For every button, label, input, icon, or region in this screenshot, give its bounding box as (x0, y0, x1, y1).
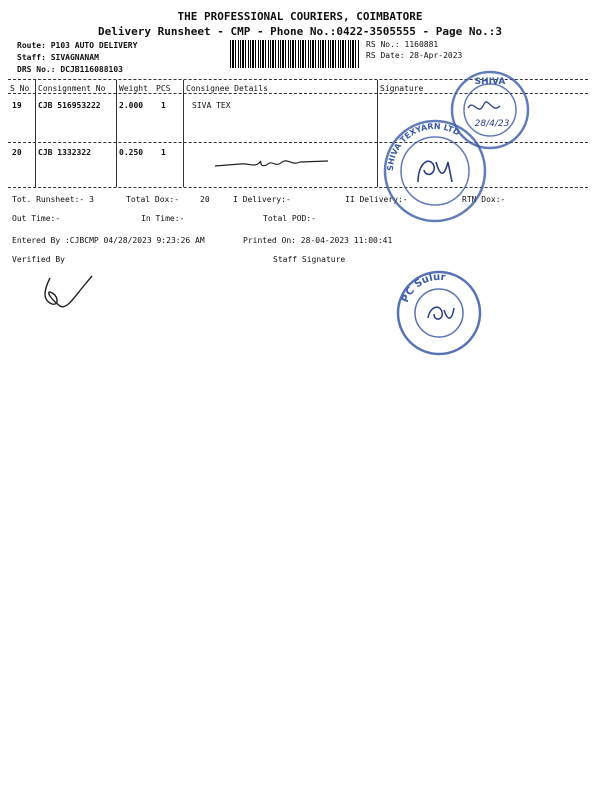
table-cell-sno: 19 (12, 101, 22, 110)
table-bottom-rule (8, 187, 588, 188)
i-delivery: I Delivery:- (233, 195, 291, 204)
col-divider (35, 80, 36, 187)
svg-text:PC Sulur (400, 272, 446, 304)
company-stamp-main (382, 118, 488, 224)
col-header-signature: Signature (380, 84, 424, 93)
in-time: In Time:- (141, 214, 185, 223)
total-dox-value: 20 (200, 195, 210, 204)
col-divider (116, 80, 117, 187)
verified-signature (38, 270, 98, 330)
table-cell-consignment: CJB 516953222 (38, 101, 101, 110)
entered-by: Entered By :CJBCMP 04/28/2023 9:23:26 AM (12, 236, 205, 245)
stamp-date: 28/4/23 (474, 119, 510, 129)
table-cell-pcs: 1 (161, 101, 166, 110)
route-text: Route: P103 AUTO DELIVERY (17, 41, 138, 50)
ii-delivery: II Delivery:- (345, 195, 408, 204)
staff-text: Staff: SIVAGNANAM (17, 53, 99, 62)
col-header-sno: S No (10, 84, 30, 93)
runsheet-subtitle: Delivery Runsheet - CMP - Phone No.:0422-3505555 - Page No.:3 (98, 25, 502, 38)
total-dox-label: Total Dox:- (126, 195, 179, 204)
stamp2-text: SHIVA TEXYARN LTD (385, 121, 462, 172)
rtn-dox: RTN Dox:- (462, 195, 506, 204)
staff-signature-label: Staff Signature (273, 255, 346, 264)
handwritten-signature-row20 (210, 150, 330, 175)
col-header-weight: Weight (119, 84, 148, 93)
col-divider (183, 80, 184, 187)
tot-runsheet: Tot. Runsheet:- 3 (12, 195, 94, 204)
drs-number: DRS No.: DCJB116088103 (17, 65, 123, 74)
verified-by: Verified By (12, 255, 65, 264)
out-time: Out Time:- (12, 214, 61, 223)
table-cell-sno: 20 (12, 148, 22, 157)
col-header-consignee: Consignee Details (186, 84, 268, 93)
col-header-pcs: PCS (156, 84, 171, 93)
company-title: THE PROFESSIONAL COURIERS, COIMBATORE (177, 10, 423, 23)
stamp3-text: PC Sulur (399, 271, 447, 305)
stamp1-text: SHIVA (474, 77, 506, 87)
table-cell-pcs: 1 (161, 148, 166, 157)
table-cell-consignment: CJB 1332322 (38, 148, 91, 157)
col-divider (377, 80, 378, 187)
rs-number: RS No.: 1160881 (366, 40, 439, 49)
barcode (230, 40, 360, 68)
table-cell-weight: 2.000 (119, 101, 144, 110)
rs-date: RS Date: 28-Apr-2023 (366, 51, 463, 60)
table-cell-weight: 0.250 (119, 148, 144, 157)
printed-on: Printed On: 28-04-2023 11:00:41 (243, 236, 393, 245)
col-header-consignment: Consignment No (38, 84, 106, 93)
table-cell-consignee: SIVA TEX (192, 101, 231, 110)
total-pod: Total POD:- (263, 214, 316, 223)
pc-sulur-stamp (394, 268, 484, 358)
